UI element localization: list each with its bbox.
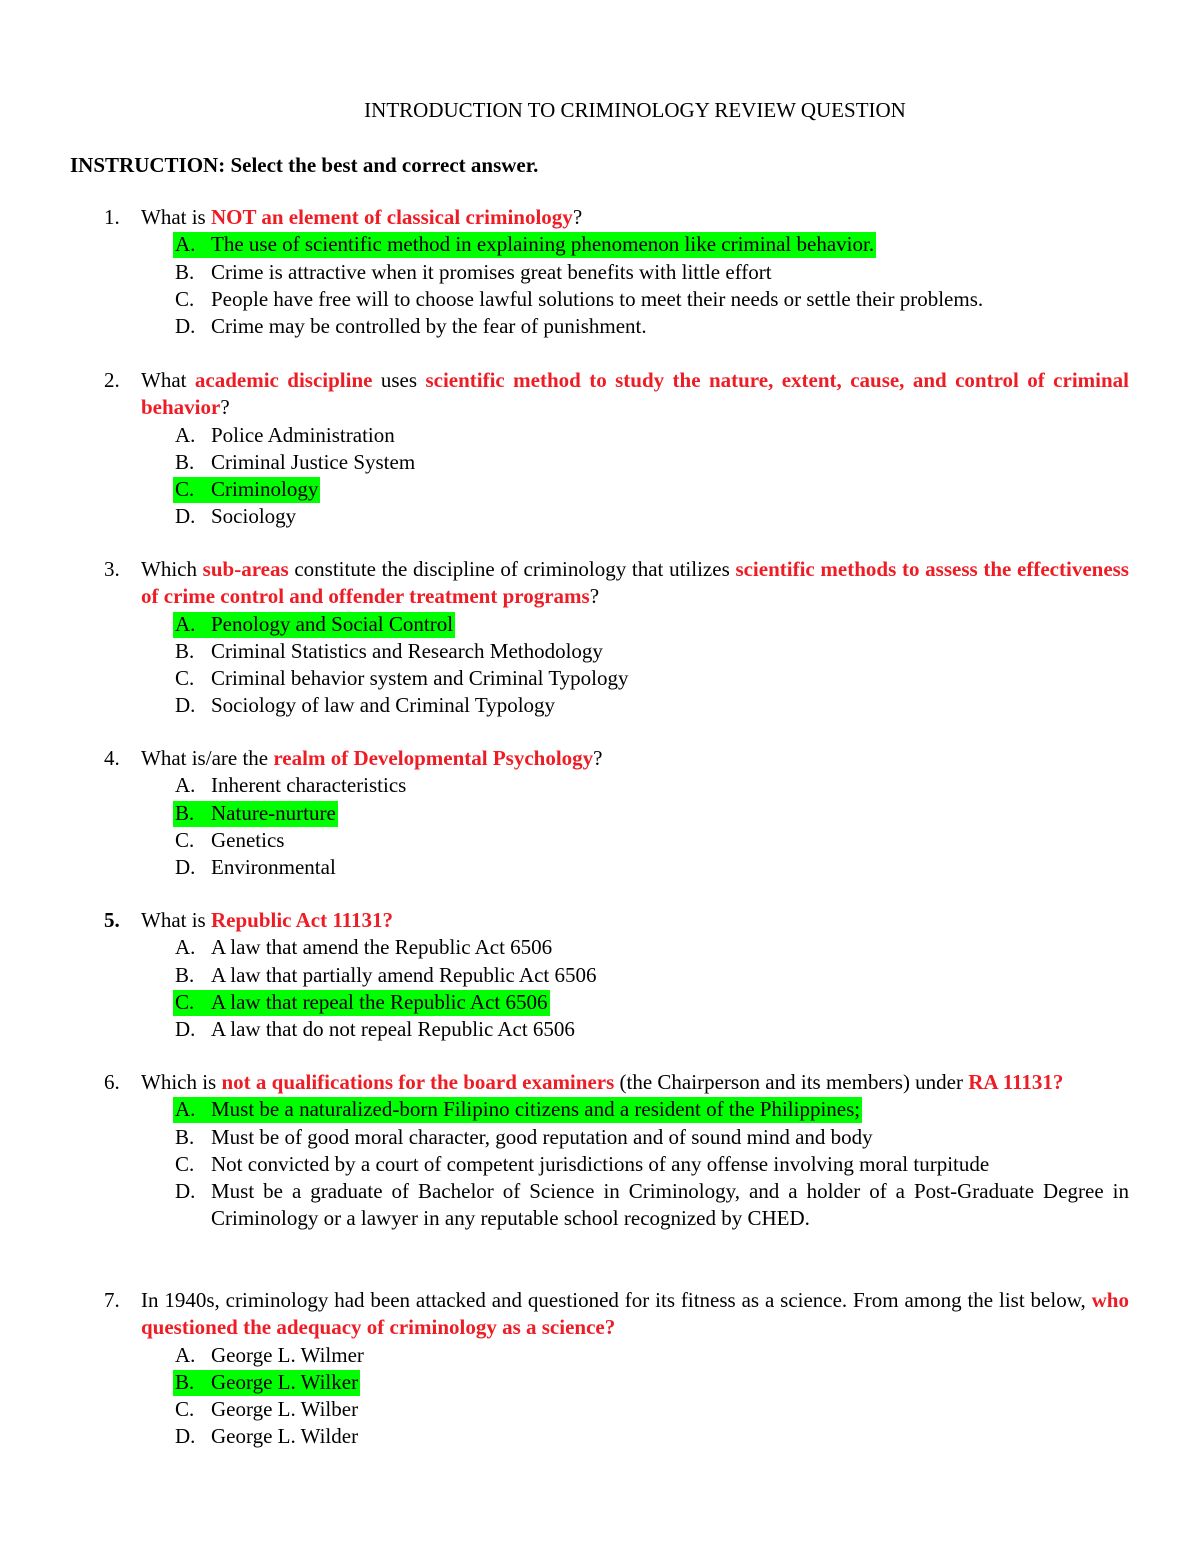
answer-option: [0, 1016, 1200, 1043]
question-1: [0, 204, 1200, 340]
option-text: A law that partially amend Republic Act 6506: [211, 962, 597, 987]
question-3: [0, 556, 1200, 720]
option-letter: B.: [175, 1124, 195, 1149]
question-phrase: ?: [220, 395, 230, 420]
question-4: [0, 745, 1200, 881]
option-letter: A.: [175, 422, 196, 447]
question-phrase: What: [141, 368, 195, 392]
option-letter: A.: [175, 232, 196, 257]
emphasized-phrase: Republic Act 11131?: [210, 908, 394, 932]
question-stem: [0, 556, 1200, 611]
option-letter: A.: [175, 1097, 196, 1122]
question-number: 7.: [104, 1288, 120, 1312]
question-2: [0, 367, 1200, 531]
option-text: The use of scientific method in explaining phenomenon like criminal behavior.: [211, 232, 875, 257]
question-phrase: ?: [572, 205, 583, 229]
question-phrase: What is/are the: [141, 746, 274, 770]
option-text: Must be of good moral character, good reputation and of sound mind and body: [211, 1124, 873, 1149]
question-phrase: ?: [589, 584, 600, 609]
question-phrase: Which is: [141, 1070, 222, 1094]
answer-option: [0, 934, 1200, 961]
option-text: Must be a naturalized-born Filipino citizens and a resident of the Philippines;: [211, 1097, 861, 1122]
option-text: George L. Wilber: [211, 1397, 359, 1422]
emphasized-phrase: sub-areas: [202, 557, 289, 581]
option-letter: B.: [175, 962, 195, 987]
question-number: 3.: [104, 557, 120, 581]
answer-option-correct: [0, 1369, 1200, 1396]
option-letter: D.: [175, 504, 196, 529]
emphasized-phrase: who questioned the adequacy of criminology as a science?: [141, 1288, 1129, 1340]
answer-option: [0, 259, 1200, 286]
answer-option: [0, 854, 1200, 881]
option-letter: C.: [175, 666, 195, 691]
answer-option: [0, 665, 1200, 692]
option-letter: A.: [175, 773, 196, 798]
answer-option: [0, 313, 1200, 340]
question-text: [141, 1287, 1129, 1342]
option-text: George L. Wilmer: [211, 1342, 364, 1367]
option-letter: D.: [175, 855, 196, 880]
answer-option: [0, 1342, 1200, 1369]
option-text: Sociology of law and Criminal Typology: [211, 693, 556, 718]
answer-option: [0, 692, 1200, 719]
option-text: Police Administration: [211, 422, 395, 447]
option-text: Environmental: [211, 855, 336, 880]
answer-option: [0, 1423, 1200, 1450]
option-text: Must be a graduate of Bachelor of Science in Criminology, and a holder of a Post-Graduate Degree in Criminology or a lawyer in any reputable school recognized by CHED.: [211, 1179, 1129, 1231]
option-text: Inherent characteristics: [211, 773, 407, 798]
question-phrase: ?: [593, 746, 603, 770]
answer-option: [0, 449, 1200, 476]
option-text: Criminal behavior system and Criminal Typology: [211, 666, 629, 691]
answer-option-correct: [0, 476, 1200, 503]
option-text: George L. Wilder: [211, 1424, 359, 1449]
option-letter: C.: [175, 1151, 195, 1176]
option-text: Nature-nurture: [211, 800, 336, 825]
emphasized-phrase: scientific method to study the nature, extent, cause, and control of criminal behavior: [141, 368, 1129, 420]
option-letter: B.: [175, 259, 195, 284]
answer-option-correct: [0, 231, 1200, 258]
answer-option: [0, 638, 1200, 665]
question-text: [141, 204, 1129, 231]
option-letter: B.: [175, 449, 195, 474]
question-text: [141, 1069, 1129, 1096]
option-letter: B.: [175, 1369, 195, 1394]
instruction-text: INSTRUCTION: Select the best and correct answer.: [70, 153, 539, 177]
answer-option: [0, 962, 1200, 989]
question-6: [0, 1069, 1200, 1233]
question-stem: [0, 204, 1200, 231]
question-phrase: Which: [141, 557, 203, 581]
question-phrase: What is: [141, 908, 211, 932]
option-letter: C.: [175, 989, 195, 1014]
question-phrase: What is: [141, 205, 211, 229]
answer-option: [0, 1124, 1200, 1151]
emphasized-phrase: realm of Developmental Psychology: [273, 746, 594, 770]
question-number: 6.: [104, 1070, 120, 1094]
question-stem: [0, 367, 1200, 422]
emphasized-phrase: scientific methods to assess the effectiveness of crime control and offender treatment programs: [141, 557, 1129, 609]
answer-option: [0, 772, 1200, 799]
option-text: Criminal Statistics and Research Methodology: [211, 638, 603, 663]
answer-option-correct: [0, 611, 1200, 638]
option-text: People have free will to choose lawful solutions to meet their needs or settle their problems.: [211, 286, 984, 311]
question-phrase: In 1940s, criminology had been attacked and questioned for its fitness as a science. From among the list below,: [141, 1288, 1092, 1312]
option-letter: A.: [175, 935, 196, 960]
question-phrase: (the Chairperson and its members) under: [614, 1070, 969, 1094]
answer-option: [0, 1151, 1200, 1178]
answer-option-correct: [0, 989, 1200, 1016]
page-title: INTRODUCTION TO CRIMINOLOGY REVIEW QUESTION: [364, 98, 906, 122]
answer-option: [0, 827, 1200, 854]
answer-option: [0, 1396, 1200, 1423]
option-letter: B.: [175, 800, 195, 825]
question-number: 4.: [104, 746, 120, 770]
option-letter: C.: [175, 1397, 195, 1422]
option-letter: A.: [175, 1342, 196, 1367]
question-5: [0, 907, 1200, 1043]
option-letter: B.: [175, 638, 195, 663]
answer-option-correct: [0, 1096, 1200, 1123]
emphasized-phrase: not a qualifications for the board examiners: [221, 1070, 615, 1094]
answer-option: [0, 286, 1200, 313]
question-number: 5.: [104, 908, 120, 932]
option-letter: C.: [175, 477, 195, 502]
question-text: [141, 907, 1129, 934]
question-stem: [0, 1069, 1200, 1096]
option-text: A law that do not repeal Republic Act 6506: [211, 1017, 575, 1042]
option-letter: D.: [175, 693, 196, 718]
option-text: Criminology: [211, 477, 319, 502]
option-letter: C.: [175, 286, 195, 311]
option-letter: D.: [175, 1179, 196, 1204]
question-text: [141, 367, 1129, 422]
question-stem: [0, 907, 1200, 934]
option-letter: D.: [175, 1424, 196, 1449]
option-text: Crime is attractive when it promises great benefits with little effort: [211, 259, 772, 284]
option-text: George L. Wilker: [211, 1369, 359, 1394]
option-text: Genetics: [211, 827, 285, 852]
emphasized-phrase: academic discipline: [194, 368, 373, 392]
question-stem: [0, 745, 1200, 772]
question-text: [141, 745, 1129, 772]
emphasized-phrase: RA 11131?: [968, 1070, 1064, 1094]
question-7: [0, 1287, 1200, 1451]
option-text: Penology and Social Control: [211, 611, 454, 636]
option-text: Criminal Justice System: [211, 449, 416, 474]
answer-option-correct: [0, 800, 1200, 827]
option-text: Crime may be controlled by the fear of punishment.: [211, 314, 647, 339]
answer-option: [0, 422, 1200, 449]
question-stem: [0, 1287, 1200, 1342]
option-text: A law that repeal the Republic Act 6506: [211, 989, 548, 1014]
option-letter: C.: [175, 827, 195, 852]
emphasized-phrase: NOT an element of classical criminology: [210, 205, 573, 229]
question-text: [141, 556, 1129, 611]
question-number: 2.: [104, 368, 120, 392]
question-phrase: uses: [372, 368, 426, 392]
option-letter: A.: [175, 611, 196, 636]
option-letter: D.: [175, 314, 196, 339]
option-text: Not convicted by a court of competent jurisdictions of any offense involving moral turpitude: [211, 1151, 990, 1176]
answer-option: [0, 503, 1200, 530]
option-letter: D.: [175, 1017, 196, 1042]
question-phrase: constitute the discipline of criminology that utilizes: [288, 557, 736, 581]
option-text: Sociology: [211, 504, 297, 529]
option-text: A law that amend the Republic Act 6506: [211, 935, 553, 960]
answer-option: [0, 1178, 1200, 1233]
question-number: 1.: [104, 205, 120, 229]
